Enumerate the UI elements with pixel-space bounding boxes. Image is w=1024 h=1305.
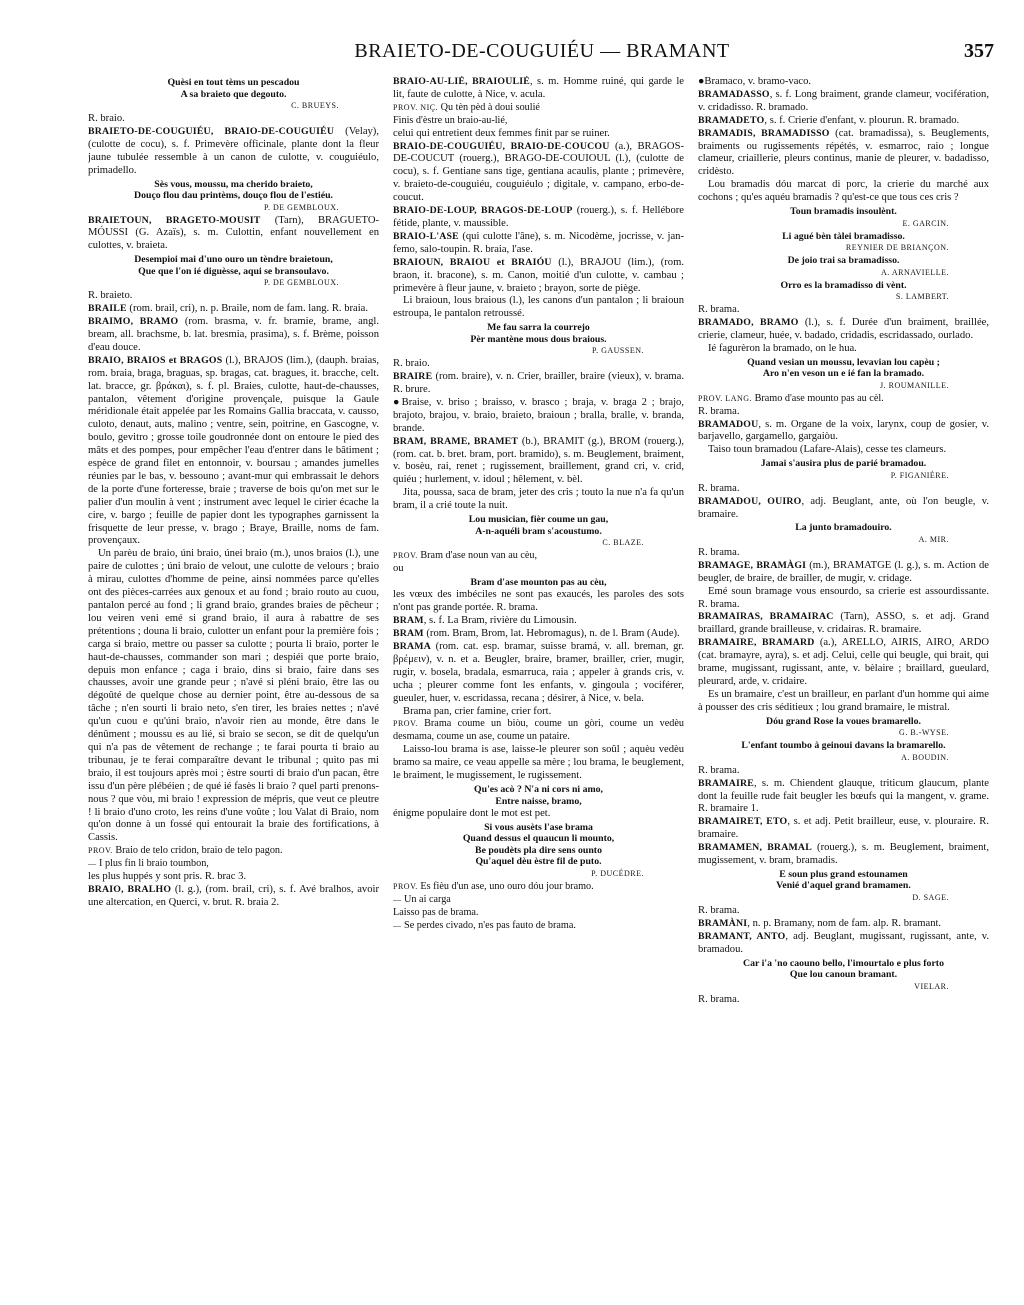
text-paragraph: R. brama. <box>698 993 740 1005</box>
proverb-tag: — <box>393 894 402 904</box>
entry-definition: , s. m. Organe de la voix, larynx, coup de gosier, v. barjavello, gargamello, gargaiòu. <box>698 418 989 443</box>
citation-quote: La junto bramadouiro. <box>795 522 892 534</box>
dictionary-entry <box>698 842 989 868</box>
entry-headword: BRAMAMEN, BRAMAL <box>698 842 812 854</box>
citation-author: S. LAMBERT. <box>895 292 949 302</box>
entry-headword: BRAIETOUN, BRAGETO-MOUSIT <box>88 214 261 226</box>
proverb-tag: — <box>393 920 402 930</box>
entry-headword: BRAM <box>393 628 424 640</box>
citation-quote: De joio trai sa bramadisso. <box>787 255 900 267</box>
entry-headword: BRAMADO, BRAMO <box>698 316 799 328</box>
text-paragraph: R. brama. <box>698 764 740 776</box>
entry-definition: , n. p. Bramany, nom de fam. alp. R. bramant. <box>747 917 942 929</box>
entry-headword: BRAMAIRE, BRAMARD <box>698 637 815 649</box>
proverb <box>393 881 684 894</box>
page-header <box>90 40 994 70</box>
dictionary-entry <box>88 355 379 549</box>
entry-headword: BRAIO, BRALHO <box>88 883 172 895</box>
entry-headword: BRAIMO, BRAMO <box>88 316 179 328</box>
entry-headword: BRAIO-DE-COUGUIÉU, BRAIO-DE-COUCOU <box>393 140 610 152</box>
text-paragraph: R. brama. <box>698 482 740 494</box>
citation-quote: Toun bramadis insoulènt. <box>790 206 897 218</box>
text-paragraph: R. braio. <box>393 358 430 370</box>
entry-definition: , s. m. Chiendent glauque, triticum glaucum, plante dont la feuille rude fait beugler les bœufs qui la mangent, v. grame. R. bramaire 1. <box>698 777 989 815</box>
entry-headword: BRAILE <box>88 303 127 315</box>
entry-definition: (b.), BRAMIT (g.), BROM (rouerg.), (rom. cat. b. bret. bram, port. bramido), s. m. Beuglement, braiment, v. bosèu, rai, renet ; rugissement, braillement, grand cri, v. crid, quiéu ; hurlement, v. idoul ; hêlement, v. bèl. <box>393 435 684 486</box>
entry-headword: BRAMADOU, OUIRO <box>698 495 802 507</box>
entry-headword: BRAIO-DE-LOUP, BRAGOS-DE-LOUP <box>393 205 573 217</box>
entry-definition: (Tarn), BRAGUETO-MÓUSSI (G. Azaïs), s. m. Culottin, enfant nouvellement en culottes, v. braieta. <box>88 214 379 252</box>
usage-paragraph: Lou bramadis dóu marcat di porc, la crierie du marché aux cochons ; qu'es aquéu bramadis ? qu'est-ce que tous ces cris ? <box>698 179 989 204</box>
usage-paragraph: Brama pan, crier famine, crier fort. <box>403 705 552 717</box>
entry-headword: BRAMÀNI <box>698 917 748 929</box>
citation-author: A. MIR. <box>918 534 949 544</box>
proverb-tag: PROV. NIÇ. <box>393 102 439 112</box>
entry-headword: BRAMAGE, BRAMÀGI <box>698 559 807 571</box>
usage-paragraph: Laisso-lou brama is ase, laisse-le pleurer son soûl ; aquèu vedèu bramo sa maire, ce veau appelle sa mère ; lou brama, le beuglement, le braiment, le mugissement, le rugissement. <box>393 744 684 782</box>
citation-author: G. B.-WYSE. <box>899 728 949 738</box>
dictionary-entry <box>698 89 989 115</box>
text-paragraph: R. brama. <box>698 904 740 916</box>
entry-definition: (a.), ARELLO, AIRIS, AIRO, ARDO (cat. bramayre, ayra), s. et adj. Celui, celle qui beugle, qui brait, qui brame, mugissant, rugissant, ante, v. bèlaire ; braillard, gueulard, pleurard, arde, v. cridaire. <box>698 637 989 687</box>
entry-headword: BRAIO-AU-LIÉ, BRAIOULIÉ <box>393 76 530 87</box>
dictionary-entry <box>698 918 989 931</box>
citation-author: A. BOUDIN. <box>901 752 949 762</box>
dictionary-entry <box>698 560 989 586</box>
entry-definition: (l.), s. f. Durée d'un braiment, braillée, crierie, clameur, huée, v. badado, cridadis, escridassado, ourlado. <box>698 316 989 341</box>
proverb <box>393 920 684 933</box>
proverb-tag: PROV. <box>393 719 418 729</box>
citation-author: P. GAUSSEN. <box>592 346 644 356</box>
citation-author: E. GARCIN. <box>902 218 949 228</box>
usage-paragraph: Es un bramaire, c'est un brailleur, en parlant d'un homme qui aime à pousser des cris séditieux ; lou grand bramaire, le mistral. <box>698 688 989 713</box>
proverb <box>698 393 989 406</box>
text-paragraph: énigme populaire dont le mot est pet. <box>393 808 551 819</box>
entry-headword: BRAMAIRE <box>698 777 755 789</box>
entry-definition: (cat. bramadissa), s. Beuglements, braiments ou rugissements répétés, v. esmarroc, raio ; longue clameur, criaillerie, pleurs continus, manie de pleurer, v. badadisso, cridèsto. <box>698 127 989 178</box>
entry-definition: , s. f. Crierie d'enfant, v. plourun. R. bramado. <box>764 114 960 126</box>
entry-definition: (rom. brail, cri), n. p. Braile, nom de fam. lang. R. braia. <box>126 303 369 315</box>
citation-quote: Bram d'ase mounton pas au cèu, <box>470 576 607 588</box>
usage-paragraph: Li braioun, lous braious (l.), les canons d'un pantalon ; li braioun estroupa, le pantalon retroussé. <box>393 295 684 320</box>
entry-definition: (rom. braire), v. n. Crier, brailler, braire (vieux), v. brama. R. brure. <box>393 371 684 396</box>
text-columns <box>88 76 996 1291</box>
entry-definition: (rouerg.), s. m. Beuglement, braiment, mugissement, v. bram, bramadis. <box>698 842 989 867</box>
column-right <box>698 76 989 1291</box>
dictionary-entry <box>698 115 989 128</box>
citation-author: A. ARNAVIELLE. <box>881 267 949 277</box>
running-head: BRAIETO-DE-COUGUIÉU — BRAMANT <box>354 40 730 62</box>
dictionary-entry <box>698 128 989 180</box>
entry-headword: BRAIOUN, BRAIOU et BRAIÓU <box>393 256 552 268</box>
entry-definition: , adj. Beuglant, ante, où l'on beugle, v. bramaire. <box>698 495 989 520</box>
dictionary-entry <box>698 778 989 817</box>
citation-quote: Orro es la bramadisso di vènt. <box>780 279 907 291</box>
proverb <box>393 718 684 744</box>
text-paragraph: R. brama. <box>698 304 740 316</box>
proverb-tag: PROV. <box>393 881 418 891</box>
text-paragraph: R. brama. <box>698 405 740 417</box>
entry-headword: BRAMADETO <box>698 114 765 126</box>
citation-quote: Quèsi en tout tèms un pescadou A sa braieto que degouto. <box>167 77 300 100</box>
text-paragraph: R. braio. <box>88 113 125 124</box>
proverb-tag: PROV. LANG. <box>698 393 753 403</box>
entry-definition: (rouerg.), s. f. Hellébore fétide, plante, v. maussible. <box>393 205 684 229</box>
citation-author: J. ROUMANILLE. <box>880 380 949 390</box>
page-number: 357 <box>964 40 994 62</box>
citation-quote: Desempioi mai d'uno ouro un tèndre braietoun, Que que l'on ié diguèsse, aqui se bransoulavo. <box>134 254 333 277</box>
dictionary-entry <box>698 816 989 842</box>
dictionary-entry <box>393 615 684 628</box>
proverb-text: Un ai carga Laisso pas de brama. <box>393 893 479 918</box>
entry-definition: , s. f. Long braiment, grande clameur, vocifération, v. cridadisso. R. bramado. <box>698 88 989 113</box>
dictionary-entry <box>88 215 379 254</box>
dictionary-entry <box>393 231 684 257</box>
entry-headword: BRAMANT, ANTO <box>698 930 786 942</box>
text-paragraph: les vœux des imbéciles ne sont pas exaucés, les paroles des sots n'ont pas grande portée. R. brama. <box>393 589 684 614</box>
dictionary-entry <box>393 436 684 488</box>
text-paragraph: ou <box>393 563 404 574</box>
text-paragraph: R. brama. <box>698 546 740 558</box>
citation-author: C. BRUEYS. <box>291 101 339 110</box>
entry-headword: BRAM <box>393 615 424 627</box>
proverb <box>88 858 379 871</box>
proverb <box>393 550 684 563</box>
proverb-text: Es fièu d'un ase, uno ouro dóu jour bramo. <box>417 880 594 892</box>
entry-definition: (Velay), (culotte de cocu), s. f. Primevère officinale, plante dont la fleur jaune tubulée ressemble à un canon de culotte, v. couguiéulo, primadello. <box>88 125 379 176</box>
entry-definition: , s. m. Homme ruiné, qui garde le lit, faute de culotte, à Nice, v. acula. <box>393 76 684 100</box>
citation-author: REYNIER DE BRIANÇON. <box>845 243 949 253</box>
citation-quote: Car i'a 'no caouno bello, l'imourtalo e plus forto Que lou canoun bramant. <box>743 957 944 981</box>
citation-author: P. DE GEMBLOUX. <box>263 278 339 288</box>
dictionary-entry <box>88 303 379 316</box>
text-paragraph: les plus huppés y sont pris. R. brac 3. <box>88 871 247 883</box>
dictionary-entry <box>393 641 684 706</box>
entry-headword: BRAIETO-DE-COUGUIÉU, BRAIO-DE-COUGUIÉU <box>88 125 335 137</box>
entry-headword: BRAMA <box>393 641 432 653</box>
citation-quote: Li agué bèn tàlei bramadisso. <box>782 230 905 242</box>
text-paragraph: R. braieto. <box>88 290 133 302</box>
dictionary-entry <box>393 205 684 231</box>
citation-quote: Dóu grand Rose la voues bramarello. <box>766 715 921 727</box>
entry-definition: (rom. Bram, Brom, lat. Hebromagus), n. de l. Bram (Aude). <box>423 628 680 640</box>
dictionary-entry <box>88 884 379 910</box>
entry-definition: (l.), BRAJOU (lim.), (rom. braon, it. bracone), s. m. Canon, moitié d'un culotte, v. cambau ; primevère à fleur jaune, v. braieto ; brayon, sorte de piège. <box>393 256 684 294</box>
citation-author: P. FIGANIÈRE. <box>890 470 949 480</box>
text-paragraph: ●Bramaco, v. bramo-vaco. <box>698 76 812 87</box>
entry-definition: (Tarn), ASSO, s. et adj. Grand braillard, grande brailleuse, v. cridairas. R. bramaire. <box>698 611 989 636</box>
citation-quote: E soun plus grand estounamen Venié d'aquel grand bramamen. <box>776 868 911 892</box>
citation-quote: Jamai s'ausira plus de parié bramadou. <box>760 458 927 470</box>
dictionary-entry <box>393 257 684 296</box>
dictionary-entry <box>698 611 989 637</box>
proverb-text: Qu tèn pèd à doui soulié Finis d'èstre un braio-au-lié, <box>393 101 540 126</box>
proverb-text: Braio de telo cridon, braio de telo pagon. <box>112 845 283 857</box>
citation-author: P. DUCÉDRE. <box>591 868 644 878</box>
entry-definition: (a.), BRAGOS-DE-COUCUT (rouerg.), BRAGO-DE-COUIOUL (l.), (culotte de cocu), s. f. Gentiane sans tige, gentiana acaulis, plante ; primevère, v. braieto-de-couguiéu, couguiéulo ; digitale, v. campano, erbo-de-coucut. <box>393 140 684 204</box>
citation-quote: Me fau sarra la courrejo Pèr mantène mous dous braious. <box>470 322 607 345</box>
citation-author: C. BLAZE. <box>602 538 644 548</box>
citation-author: VIELAR. <box>914 981 949 991</box>
text-paragraph: celui qui entretient deux femmes finit par se ruiner. <box>393 127 610 139</box>
entry-definition: , s. et adj. Petit brailleur, euse, v. plouraire. R. bramaire. <box>698 816 989 841</box>
column-middle <box>393 76 684 1291</box>
entry-headword: BRAIRE <box>393 371 433 383</box>
dictionary-entry <box>698 496 989 522</box>
citation-quote: Sès vous, moussu, ma cherido braieto, Douço flou dau printèms, douço flou de l'estiéu. <box>134 178 333 202</box>
entry-headword: BRAMADASSO <box>698 88 770 100</box>
proverb-text: Se perdes civado, n'es pas fauto de brama. <box>401 919 576 931</box>
usage-paragraph: Ié fagurèron la bramado, on le hua. <box>708 342 857 354</box>
citation-quote: Qu'es acò ? N'a ni cors ni amo, Entre naisse, bramo, <box>474 784 603 807</box>
proverb <box>393 894 684 920</box>
dictionary-entry <box>698 931 989 957</box>
entry-headword: BRAIO-L'ASE <box>393 230 459 242</box>
column-left <box>88 76 379 1291</box>
citation-author: D. SAGE. <box>912 892 949 902</box>
entry-definition: , adj. Beuglant, mugissant, rugissant, ante, v. bramadou. <box>698 930 989 955</box>
entry-definition: (rom. brasma, v. fr. bramie, brame, angl. bream, all. brachsme, b. lat. bresmia, prasima), s. f. Brème, poisson d'eau douce. <box>88 316 379 353</box>
proverb <box>393 102 684 128</box>
usage-paragraph: Taiso toun bramadou (Lafare-Alais), cesse tes clameurs. <box>708 444 947 456</box>
proverb <box>88 845 379 858</box>
dictionary-entry <box>88 126 379 178</box>
citation-quote: Lou musician, fièr coume un gau, A-n-aquéli bram s'acoustumo. <box>468 514 609 537</box>
dictionary-entry <box>698 419 989 445</box>
dictionary-entry <box>393 371 684 397</box>
proverb-tag: — <box>88 859 97 869</box>
entry-headword: BRAIO, BRAIOS et BRAGOS <box>88 354 223 366</box>
entry-definition: (m.), BRAMATGE (l. g.), s. m. Action de beugler, de braire, de brailler, de mugir, v. cridage. <box>698 559 989 584</box>
dictionary-entry <box>698 637 989 689</box>
entry-headword: BRAMAIRAS, BRAMAIRAC <box>698 611 834 623</box>
entry-definition: , s. f. La Bram, rivière du Limousin. <box>423 615 577 627</box>
citation-author: P. DE GEMBLOUX. <box>263 202 339 212</box>
citation-quote: Si vous ausèts l'ase brama Quand dessus el quaucun li mounto, Be poudèts pla dire sens ounto Qu'aquel dèu èstre fil de puto. <box>462 821 615 868</box>
dictionary-entry <box>393 76 684 102</box>
entry-definition: (rom. cat. esp. bramar, suisse bramá, v. all. breman, gr. βρέμειν), v. n. et a. Beugler, braire, bramer, brailler, crier, mugir, rugir, v. bosela, bradala, esmarruca, raia ; appeler à grands cris, v. ucha ; pleurer comme font les enfants, v. gingoula ; vociférer, gueuler, huer, v. escridassa, recana ; désirer, à Nice, v. bela. <box>393 641 684 704</box>
proverb-text: Bramo d'ase mounto pas au cèl. <box>752 392 884 404</box>
dictionary-entry <box>393 628 684 641</box>
entry-headword: BRAMAIRET, ETO <box>698 816 788 828</box>
citation-quote: L'enfant toumbo à geinoui davans la bramarello. <box>741 740 946 752</box>
citation-quote: Quand vesian un moussu, levavian lou capèu ; Aro n'en veson un e ié fan la bramado. <box>747 356 940 380</box>
dictionary-entry <box>698 317 989 343</box>
usage-paragraph: Emé soun bramage vous ensourdo, sa crierie est assourdissante. R. brama. <box>698 585 989 610</box>
entry-definition: (l.), BRAJOS (lim.), (dauph. braias, rom. braia, braga, braguas, sp. bragas, cat. bragues, it. bracche, celt. lat. bracce, gr. βράκαι), s. f. pl. Braies, culotte, haut-de-chausses, pantalon, vêtement d'origine provençale, puisque la Gaule méridionale était appelée par les Romains Gallia braccata, v. causso, culoto, denaut, auts, malino ; ventre, sein, poitrine, en Gascogne, v. boulo, gevitro ; grosse toile goudronnée dont on entoure le pied des mâts et des pompes, pour empêcher l'eau d'entrer dans le bâtiment ; espèce de grand filet en entonnoir, v. boursau ; amandes jumelles réunies par le bas, v. bessouno ; avant-mur qui embrassait le dehors de la porte d'une forteresse, braie ; traverse de bois qu'on met sur le palier d'un moulin à vent ; instrument avec lequel le cirier écache la cire, v. bargo ; feuille de papier dont les typographes garnissent la frisquette de leur presse, v. brago ; Braye, Braille, noms de fam. provençaux. <box>88 354 379 547</box>
dictionary-entry <box>88 316 379 355</box>
usage-paragraph: Un parèu de braio, úni braio, únei braio (m.), unos braios (l.), une paire de culottes ; úni braio de velout, une culotte de velours ; braio à mirau, culottes d'homme de peine, ainsi nommées parce qu'elles ont des pièces-carrées aux genoux et au fond ; braio routo au cuou, pantalon percé au fond ; li grand braio, grandes braies de pêcheur ; lou veiren veni emé si grand braio, il aura à rabattre de ses prétentions ; douna li braio, culotter un enfant pour la première fois ; carga si braio, mettre ou passer sa culotte ; pourta li braio, porter le haut-de-chausses, commander son mari ; despiéi que porte braio, depuis mon enfance ; caga i braio, dins si braio, faire dans ses chausses, avoir une grande peur ; n'avé si pléni braio, être las ou dégoûté de quelque chose au dernier point, être au-dessous de sa tâche ; n'en sourti li braio neto, s'en tirer, les braies nettes ; n'avé qu'un cuou e qu'úni braio, n'avoir rien au monde, être dans le dénûment ; moussu es au lié, si braio se secon, se dit de quelqu'un qui n'a pas de vêtement de rechange ; te farai pourta ti braio au tribunau, je te ferai comparaître devant le tribunal ; quito pas mi braio, il est toujours après moi ; èstre sourti di braio d'un pacan, être issu d'un père plébéien ; de qué ié fasès li braio ? quel parti prenons-nous ? que vòu, mi braio ! expression de mépris, que veut ce pleutre ! li braio d'uno croto, les reins d'une voûte ; lou Valat di Braio, nom qu'on donne à un fossé qui entourait la braie des fortifications, à Cassis. <box>88 548 379 844</box>
text-paragraph: ●Braise, v. briso ; braisso, v. brasco ; braja, v. braga 2 ; brajo, brajoto, brajou, v. braio, braieto, braioun ; bralla, bralle, v. branda, brande. <box>393 396 684 434</box>
proverb-text: Brama coume un biòu, coume un gòri, coume un vedèu desmama, coume un ase, coume un pataire. <box>393 718 684 743</box>
entry-headword: BRAMADOU <box>698 418 759 430</box>
entry-definition: (qui culotte l'âne), s. m. Nicodème, jocrisse, v. jan-femo, salo-toupin. R. braia, l'ase. <box>393 230 684 255</box>
entry-headword: BRAMADIS, BRAMADISSO <box>698 127 830 139</box>
entry-headword: BRAM, BRAME, BRAMET <box>393 435 519 447</box>
proverb-text: I plus fin li braio toumbon, <box>96 858 209 870</box>
usage-paragraph: Jita, poussa, saca de bram, jeter des cris ; touto la nue n'a fa qu'un bram, il a crié toute la nuit. <box>393 487 684 512</box>
proverb-text: Bram d'ase noun van au cèu, <box>417 550 538 562</box>
dictionary-entry <box>393 141 684 206</box>
proverb-tag: PROV. <box>88 846 113 856</box>
proverb-tag: PROV. <box>393 551 418 561</box>
entry-definition: (l. g.), (rom. brail, cri), s. f. Avé bralhos, avoir une altercation, en Querci, v. brut. R. braia 2. <box>88 883 379 908</box>
